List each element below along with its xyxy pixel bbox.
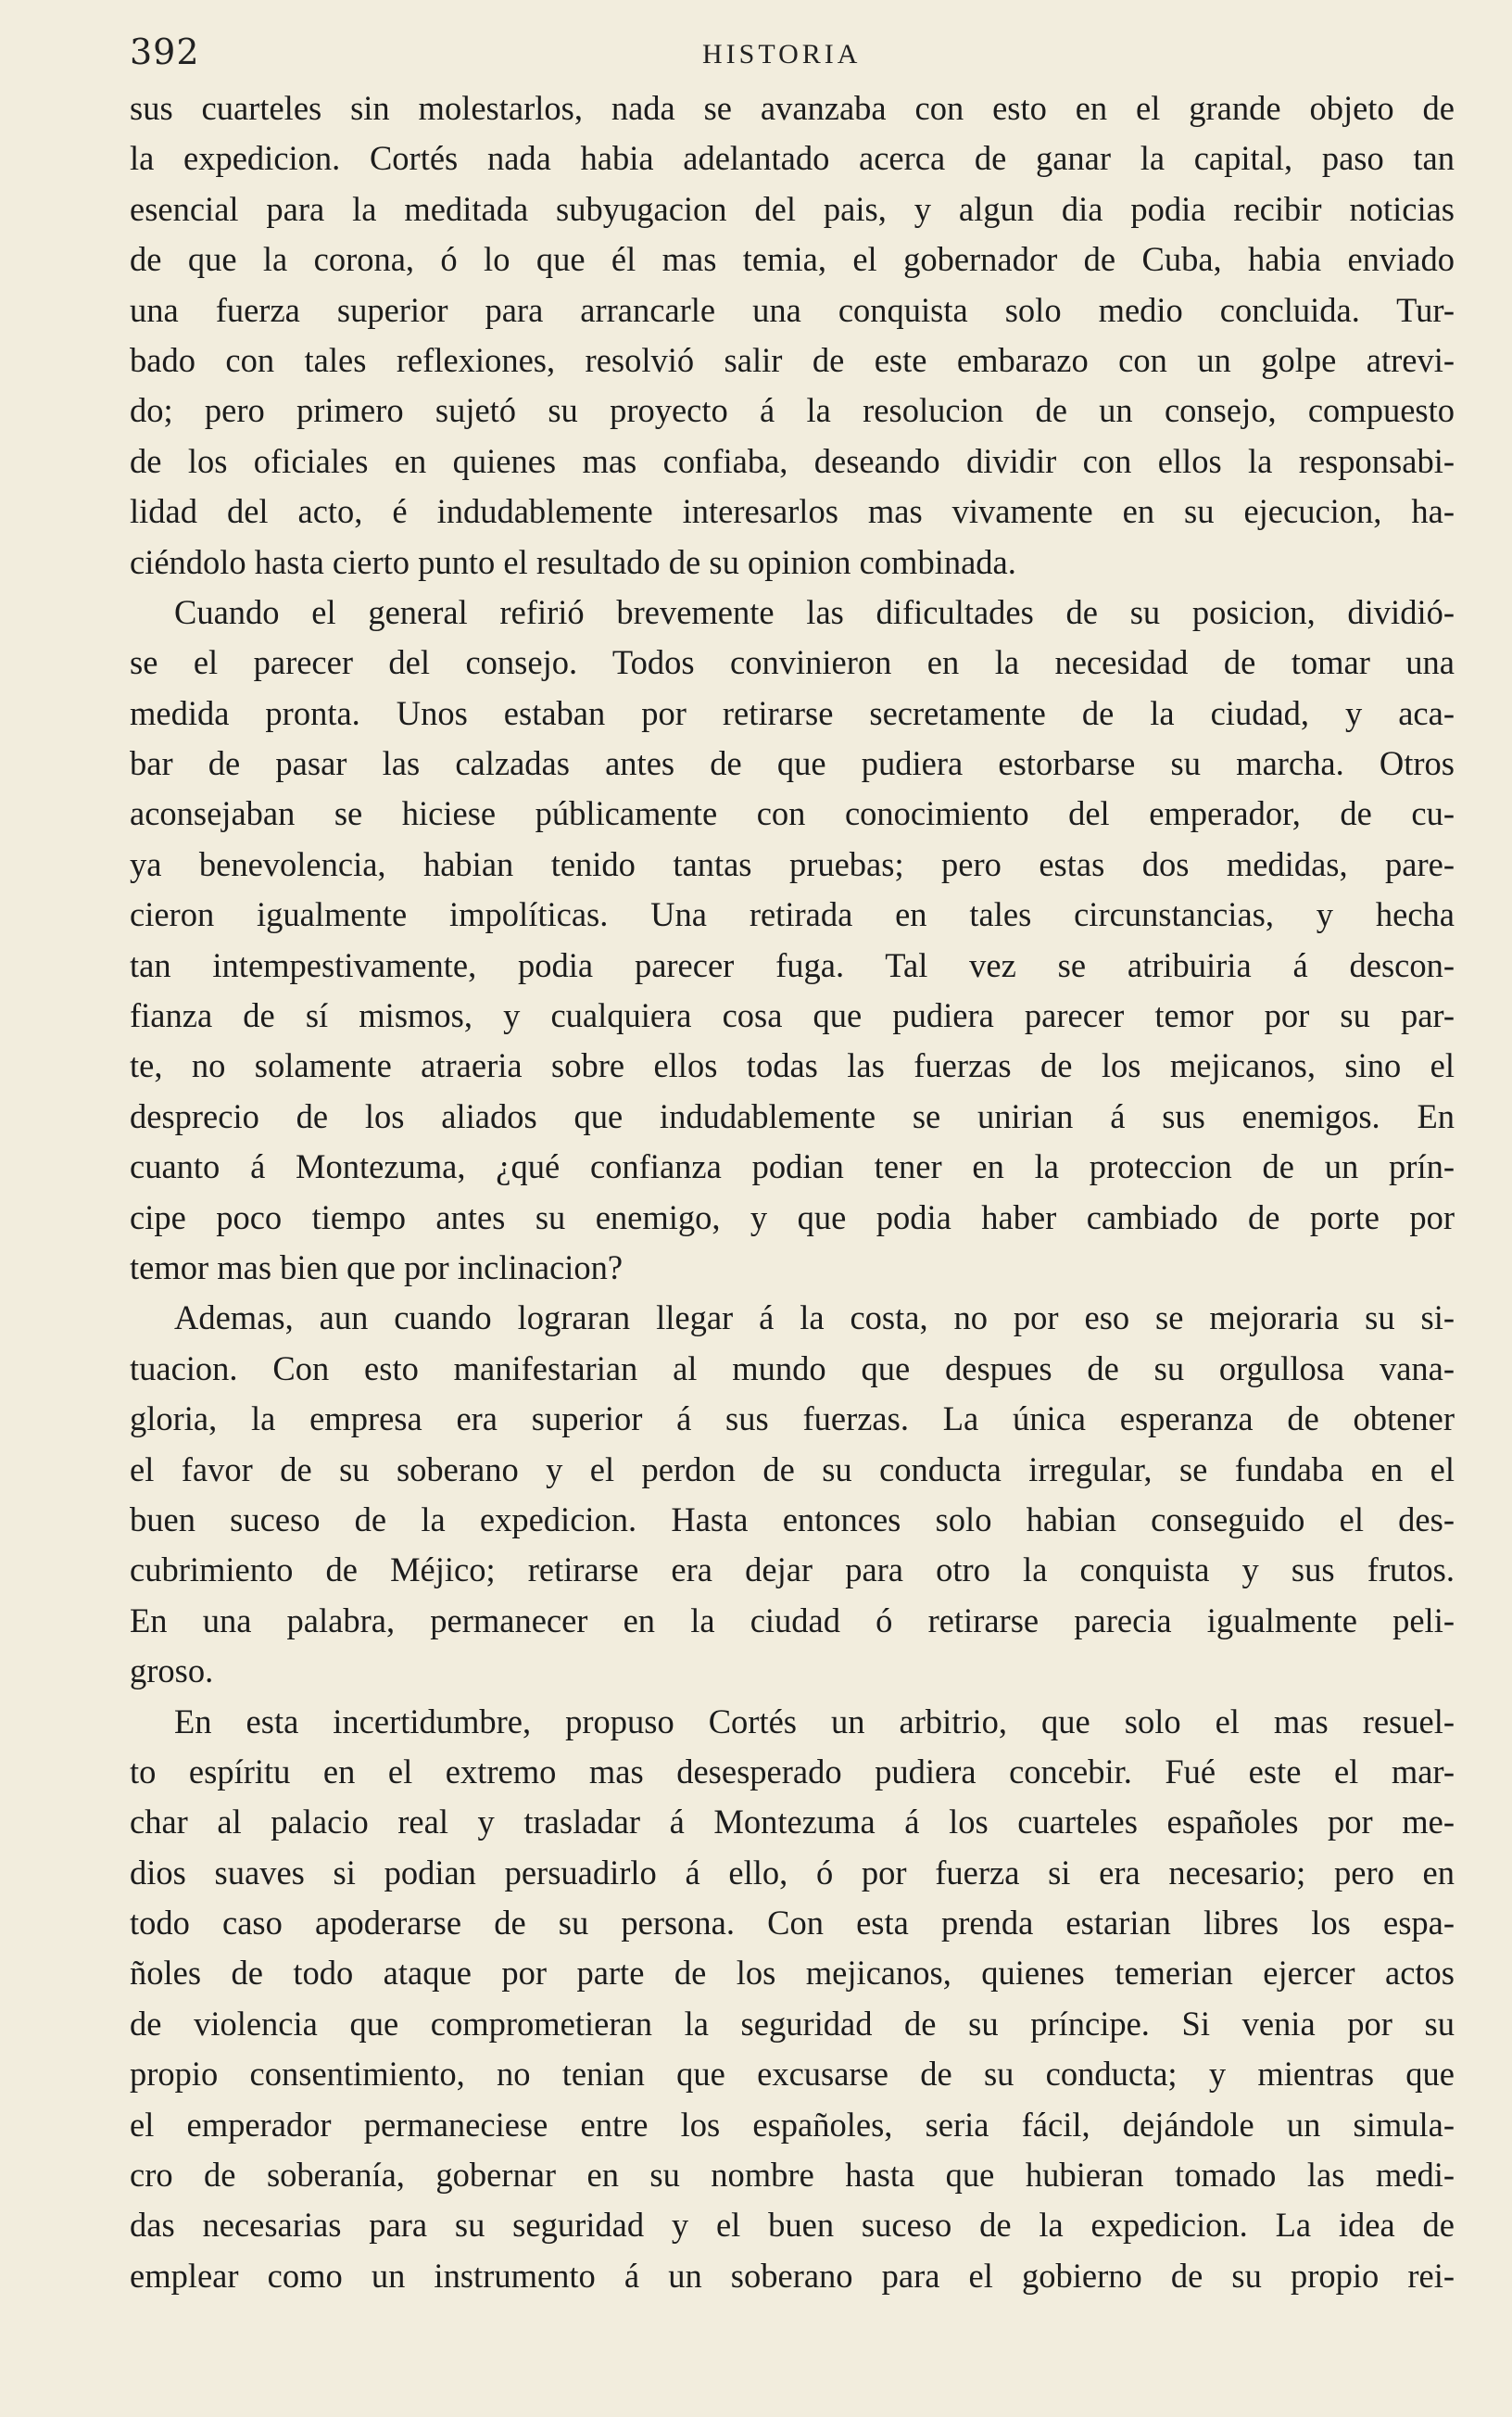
page-number: 392 [130,32,200,72]
text-line: sus cuarteles sin molestarlos, nada se avanzaba con esto en el grande objeto de [130,89,1455,127]
text-line: ya benevolencia, habian tenido tantas pruebas; pero estas dos medidas, pare- [130,844,1455,883]
text-line: la expedicion. Cortés nada habia adelantado acerca de ganar la capital, paso tan [130,139,1455,178]
text-line: temor mas bien que por inclinacion? [130,1247,624,1286]
text-line: En una palabra, permanecer en la ciudad ó retirarse parecia igualmente peli- [130,1601,1455,1639]
page-header [130,32,1464,87]
text-line: esencial para la meditada subyugacion del pais, y algun dia podia recibir noticias [130,189,1455,228]
text-line: medida pronta. Unos estaban por retirarse secretamente de la ciudad, y aca- [130,693,1455,732]
text-line: emplear como un instrumento á un soberano para el gobierno de su propio rei- [130,2256,1455,2295]
text-line: cieron igualmente impolíticas. Una retirada en tales circunstancias, y hecha [130,895,1455,934]
text-line: bar de pasar las calzadas antes de que pudiera estorbarse su marcha. Otros [130,744,1455,783]
text-line: ñoles de todo ataque por parte de los mejicanos, quienes temerian ejercer actos [130,1954,1455,1993]
text-line: groso. [130,1651,214,1690]
text-line: todo caso apoderarse de su persona. Con esta prenda estarian libres los espa- [130,1904,1455,1942]
text-line: En esta incertidumbre, propuso Cortés un arbitrio, que solo el mas resuel- [174,1702,1455,1740]
text-line: fianza de sí mismos, y cualquiera cosa que pudiera parecer temor por su par- [130,996,1455,1035]
text-line: el emperador permaneciese entre los españoles, seria fácil, dejándole un simula- [130,2105,1455,2144]
text-line: se el parecer del consejo. Todos convinieron en la necesidad de tomar una [130,643,1455,682]
text-line: char al palacio real y trasladar á Montezuma á los cuarteles españoles por me- [130,1803,1455,1841]
text-line: gloria, la empresa era superior á sus fuerzas. La única esperanza de obtener [130,1399,1455,1438]
text-line: buen suceso de la expedicion. Hasta entonces solo habian conseguido el des- [130,1500,1455,1538]
text-line: tuacion. Con esto manifestarian al mundo que despues de su orgullosa vana- [130,1348,1455,1387]
text-line: una fuerza superior para arrancarle una conquista solo medio concluida. Tur- [130,290,1455,329]
text-line: de que la corona, ó lo que él mas temia, el gobernador de Cuba, habia enviado [130,240,1455,279]
body-text [130,83,1455,2301]
text-line: Cuando el general refirió brevemente las dificultades de su posicion, dividió- [174,592,1455,631]
text-line: el favor de su soberano y el perdon de su conducta irregular, se fundaba en el [130,1449,1455,1488]
text-line: propio consentimiento, no tenian que excusarse de su conducta; y mientras que [130,2055,1455,2094]
text-line: de violencia que comprometieran la seguridad de su príncipe. Si venia por su [130,2004,1455,2043]
text-line: aconsejaban se hiciese públicamente con conocimiento del emperador, de cu- [130,794,1455,833]
text-line: bado con tales reflexiones, resolvió salir de este embarazo con un golpe atrevi- [130,340,1455,379]
text-line: lidad del acto, é indudablemente interesarlos mas vivamente en su ejecucion, ha- [130,492,1455,531]
text-line: cipe poco tiempo antes su enemigo, y que podia haber cambiado de porte por [130,1197,1455,1236]
text-line: de los oficiales en quienes mas confiaba, deseando dividir con ellos la responsabi- [130,441,1455,480]
text-line: cubrimiento de Méjico; retirarse era dejar para otro la conquista y sus frutos. [130,1550,1455,1589]
text-line: cuanto á Montezuma, ¿qué confianza podian tener en la proteccion de un prín- [130,1147,1455,1186]
text-line: tan intempestivamente, podia parecer fuga. Tal vez se atribuiria á descon- [130,945,1455,984]
text-line: do; pero primero sujetó su proyecto á la resolucion de un consejo, compuesto [130,391,1455,430]
text-line: desprecio de los aliados que indudablemente se unirian á sus enemigos. En [130,1096,1455,1135]
running-head: HISTORIA [702,39,862,70]
text-line: to espíritu en el extremo mas desesperado pudiera concebir. Fué este el mar- [130,1752,1455,1791]
text-line: cro de soberanía, gobernar en su nombre hasta que hubieran tomado las medi- [130,2156,1455,2195]
text-line: te, no solamente atraeria sobre ellos todas las fuerzas de los mejicanos, sino el [130,1046,1455,1085]
text-line: das necesarias para su seguridad y el buen suceso de la expedicion. La idea de [130,2206,1455,2245]
text-line: ciéndolo hasta cierto punto el resultado de su opinion combinada. [130,542,1016,581]
text-line: dios suaves si podian persuadirlo á ello, ó por fuerza si era necesario; pero en [130,1853,1455,1892]
text-line: Ademas, aun cuando lograran llegar á la costa, no por eso se mejoraria su si- [174,1298,1455,1337]
